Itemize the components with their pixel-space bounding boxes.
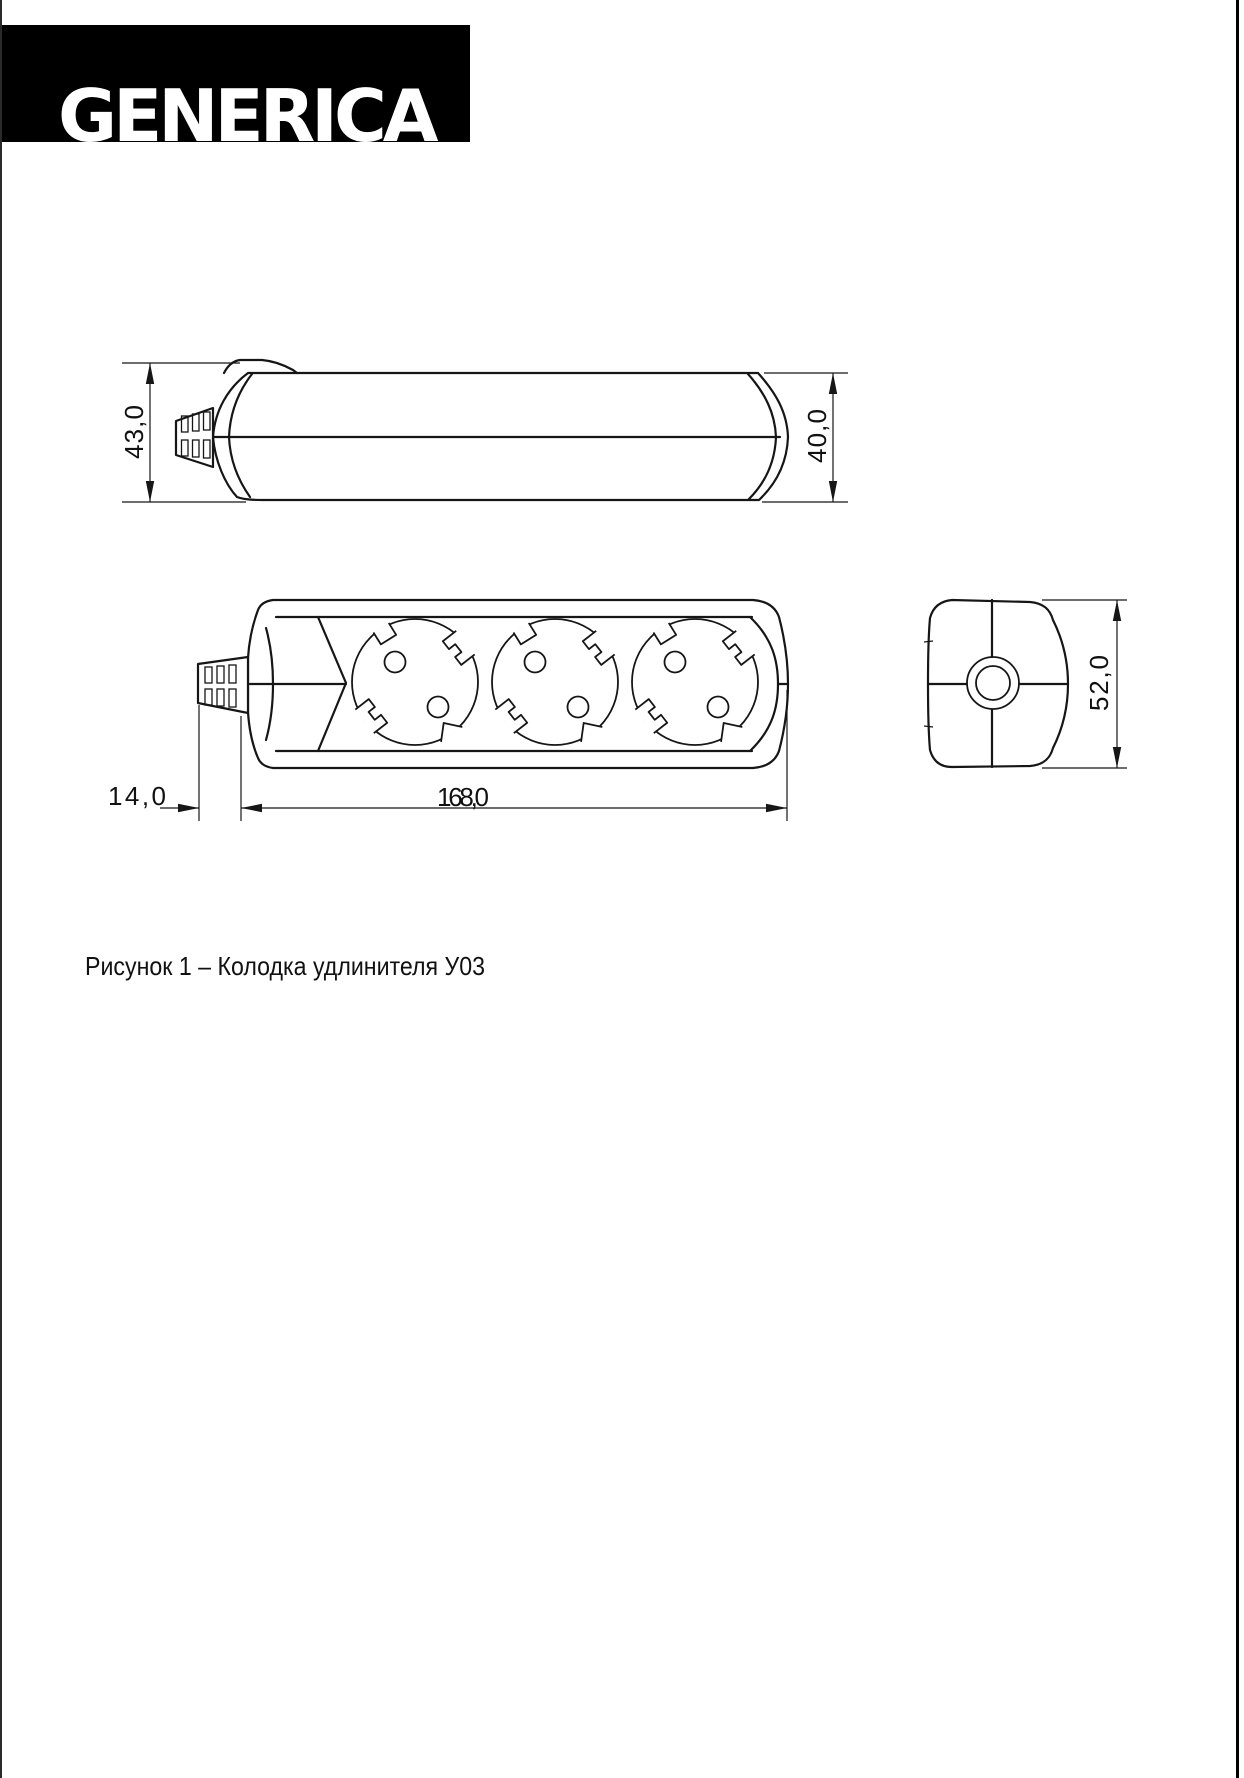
dim-label-168: 168,0 [437,782,489,812]
side-cap-bump [224,360,297,373]
dim-label-52: 52,0 [1084,655,1114,711]
dim-label-43: 43,0 [119,405,149,459]
brand-logo-text: GENERICA [58,74,435,158]
dimension-14 [108,705,241,821]
side-cable-gland [176,408,213,467]
dim-label-40: 40,0 [802,409,832,463]
end-view [924,600,1127,768]
figure-caption: Рисунок 1 – Колодка удлинителя У03 [85,951,485,981]
dim-label-14: 14,0 [108,781,166,811]
plan-view [108,600,788,821]
plan-cable-gland [198,657,248,713]
side-view [119,360,848,502]
